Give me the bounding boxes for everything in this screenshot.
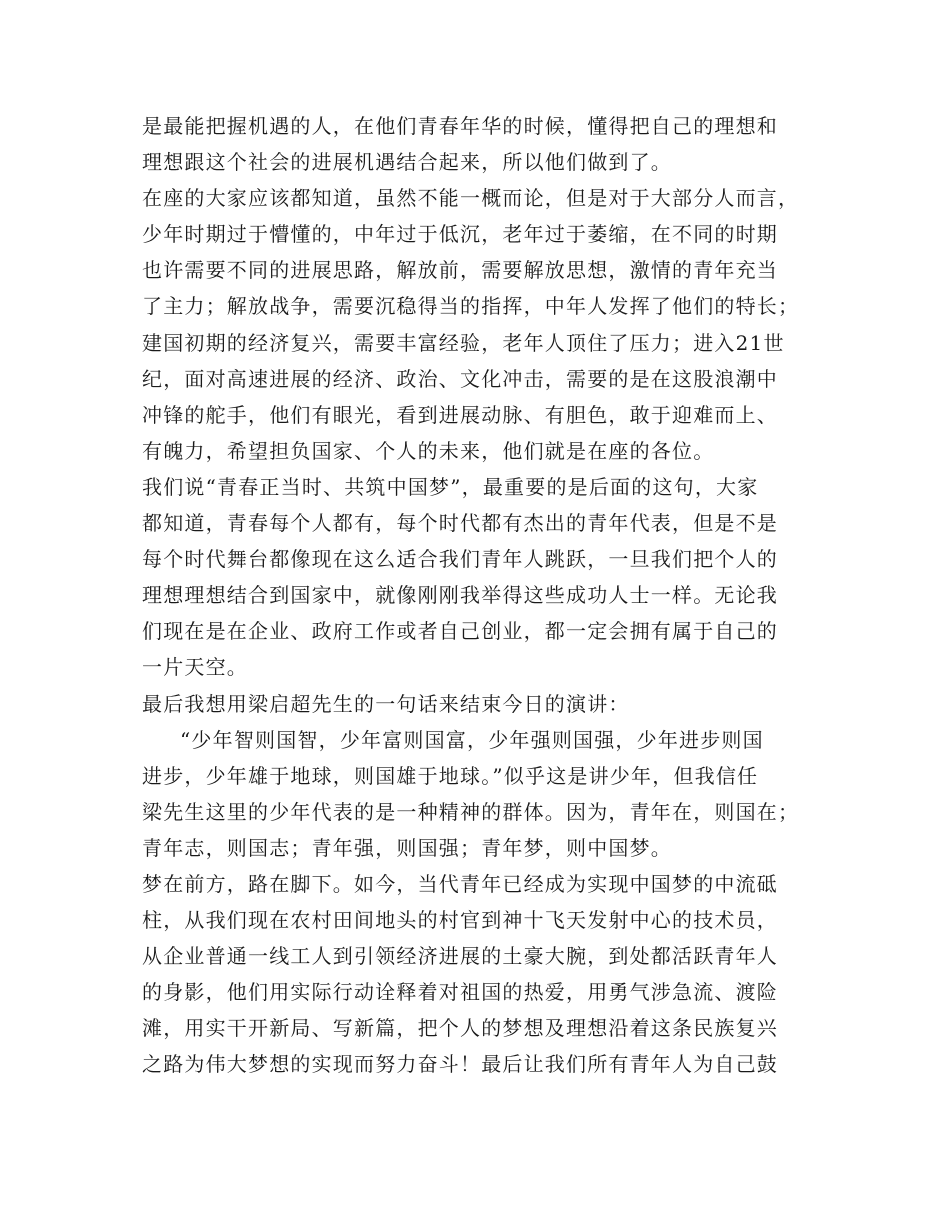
text-line: 之路为伟大梦想的实现而努力奋斗！最后让我们所有青年人为自己鼓 [142,1052,778,1077]
text-line: 梁先生这里的少年代表的是一种精神的群体。因为，青年在，则国在； [142,799,800,824]
text-line: 少年时期过于懵懂的，中年过于低沉，老年过于萎缩，在不同的时期 [142,222,778,247]
text-line: 最后我想用梁启超先生的一句话来结束今日的演讲： [142,691,630,716]
text-line: 冲锋的舵手，他们有眼光，看到进展动脉、有胆色，敢于迎难而上、 [142,402,778,427]
text-line: 我们说“青春正当时、共筑中国梦”，最重要的是后面的这句，大家 [142,474,759,499]
text-line: 每个时代舞台都像现在这么适合我们青年人跳跃，一旦我们把个人的 [142,547,778,572]
text-line: 是最能把握机遇的人，在他们青春年华的时候，懂得把自己的理想和 [142,114,778,138]
text-line: 从企业普通一线工人到引领经济进展的土豪大腕，到处都活跃青年人 [142,944,778,969]
text-line: 们现在是在企业、政府工作或者自己创业，都一定会拥有属于自己的 [142,619,778,644]
text-line: 都知道，青春每个人都有，每个时代都有杰出的青年代表，但是不是 [142,511,778,536]
speech-text [142,108,822,1083]
text-line: 青年志，则国志；青年强，则国强；青年梦，则中国梦。 [142,835,672,860]
text-line: 理想理想结合到国家中，就像刚刚我举得这些成功人士一样。无论我 [142,583,778,608]
text-line: 滩，用实干开新局、写新篇，把个人的梦想及理想沿着这条民族复兴 [142,1016,778,1041]
text-line: 建国初期的经济复兴，需要丰富经验，老年人顶住了压力；进入21世 [142,330,785,355]
text-line: 在座的大家应该都知道，虽然不能一概而论，但是对于大部分人而言， [142,186,800,211]
text-line: 梦在前方，路在脚下。如今，当代青年已经成为实现中国梦的中流砥 [142,871,778,896]
text-line: 理想跟这个社会的进展机遇结合起来，所以他们做到了。 [142,150,672,175]
text-line: 柱，从我们现在农村田间地头的村官到神十飞天发射中心的技术员， [142,908,778,933]
text-line: 也许需要不同的进展思路，解放前，需要解放思想，激情的青年充当 [142,258,778,283]
text-line: 了主力；解放战争，需要沉稳得当的指挥，中年人发挥了他们的特长； [142,294,800,319]
text-line: 纪，面对高速进展的经济、政治、文化冲击，需要的是在这股浪潮中 [142,366,778,391]
text-line: 进步，少年雄于地球，则国雄于地球。”似乎这是讲少年，但我信任 [142,763,759,788]
quote-line: “少年智则国智，少年富则国富，少年强则国强，少年进步则国 [180,727,764,752]
text-line: 的身影，他们用实际行动诠释着对祖国的热爱，用勇气涉急流、渡险 [142,980,778,1005]
text-line: 一片天空。 [142,655,248,680]
text-line: 有魄力，希望担负国家、个人的未来，他们就是在座的各位。 [142,438,715,463]
